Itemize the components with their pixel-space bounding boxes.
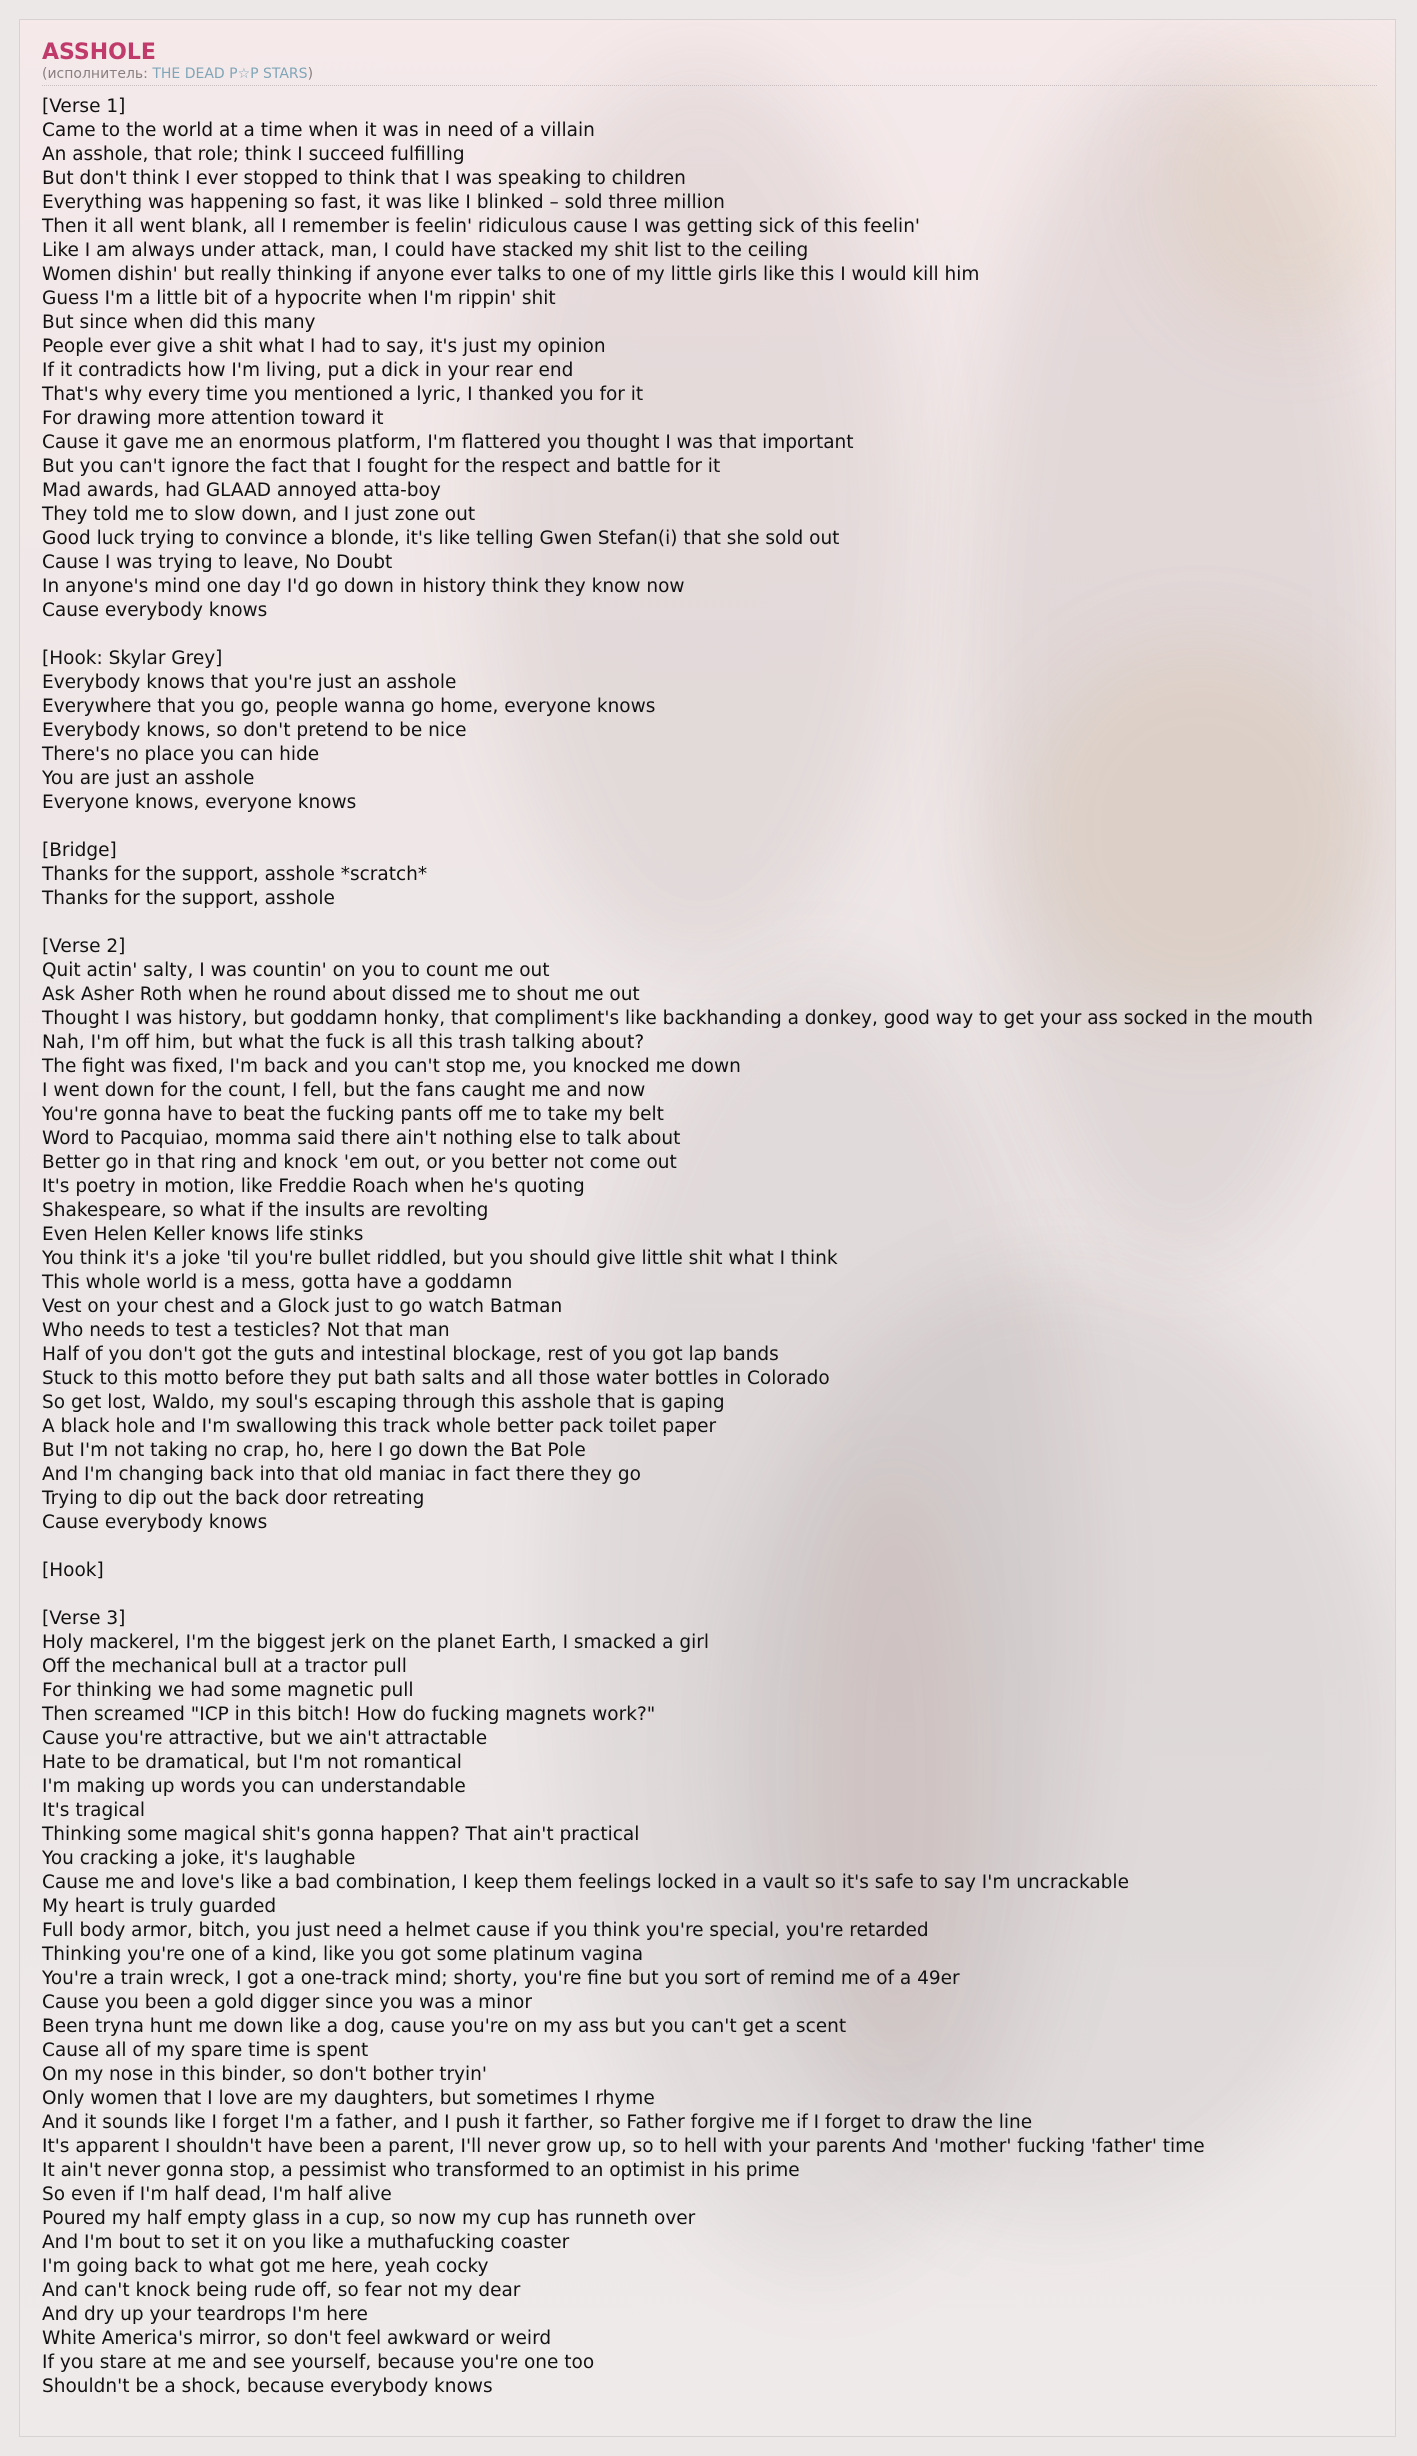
lyrics-line: Mad awards, had GLAAD annoyed atta-boy xyxy=(42,480,441,501)
lyrics-line: [Verse 3] xyxy=(42,1608,126,1629)
lyrics-line: Shouldn't be a shock, because everybody knows xyxy=(42,2376,493,2397)
lyrics-line: You're gonna have to beat the fucking pants off me to take my belt xyxy=(42,1104,664,1125)
lyrics-line: Cause I was trying to leave, No Doubt xyxy=(42,552,393,573)
lyrics-line: You cracking a joke, it's laughable xyxy=(42,1848,356,1869)
lyrics-line: Only women that I love are my daughters, but sometimes I rhyme xyxy=(42,2088,655,2109)
lyrics-line: And I'm bout to set it on you like a muthafucking coaster xyxy=(42,2232,570,2253)
lyrics-line: Hate to be dramatical, but I'm not romantical xyxy=(42,1752,462,1773)
lyrics-line: White America's mirror, so don't feel awkward or weird xyxy=(42,2328,552,2349)
lyrics-line: Good luck trying to convince a blonde, it's like telling Gwen Stefan(i) that she sold out xyxy=(42,528,840,549)
lyrics-line: I went down for the count, I fell, but the fans caught me and now xyxy=(42,1080,646,1101)
lyrics-line: And I'm changing back into that old maniac in fact there they go xyxy=(42,1464,641,1485)
lyrics-line: Off the mechanical bull at a tractor pull xyxy=(42,1656,407,1677)
lyrics-line: I'm making up words you can understandable xyxy=(42,1776,466,1797)
lyrics-line: Everyone knows, everyone knows xyxy=(42,792,357,813)
lyrics-line: A black hole and I'm swallowing this track whole better pack toilet paper xyxy=(42,1416,717,1437)
lyrics-line: Who needs to test a testicles? Not that man xyxy=(42,1320,450,1341)
lyrics-text xyxy=(42,95,1392,2399)
lyrics-line: [Hook] xyxy=(42,1560,104,1581)
lyrics-blank-line xyxy=(42,623,1392,647)
lyrics-blank-line xyxy=(42,1535,1392,1559)
lyrics-line: And it sounds like I forget I'm a father, and I push it farther, so Father forgive me if I forget to draw the line xyxy=(42,2112,1033,2133)
lyrics-line: Cause everybody knows xyxy=(42,1512,268,1533)
lyrics-line: Stuck to this motto before they put bath salts and all those water bottles in Colorado xyxy=(42,1368,830,1389)
lyrics-line: This whole world is a mess, gotta have a goddamn xyxy=(42,1272,513,1293)
lyrics-line: Cause all of my spare time is spent xyxy=(42,2040,369,2061)
lyrics-blank-line xyxy=(42,815,1392,839)
lyrics-line: Then screamed "ICP in this bitch! How do fucking magnets work?" xyxy=(42,1704,656,1725)
lyrics-line: There's no place you can hide xyxy=(42,744,320,765)
lyrics-line: But since when did this many xyxy=(42,312,316,333)
lyrics-blank-line xyxy=(42,1583,1392,1607)
lyrics-line: Cause you're attractive, but we ain't attractable xyxy=(42,1728,488,1749)
lyrics-line: People ever give a shit what I had to say, it's just my opinion xyxy=(42,336,606,357)
lyrics-line: Cause me and love's like a bad combination, I keep them feelings locked in a vault so it's safe to say I'm uncrackable xyxy=(42,1872,1129,1893)
lyrics-line: Women dishin' but really thinking if anyone ever talks to one of my little girls like this I would kill him xyxy=(42,264,980,285)
lyrics-line: Thinking you're one of a kind, like you got some platinum vagina xyxy=(42,1944,644,1965)
lyrics-line: For thinking we had some magnetic pull xyxy=(42,1680,414,1701)
lyrics-line: So get lost, Waldo, my soul's escaping through this asshole that is gaping xyxy=(42,1392,725,1413)
lyrics-line: [Verse 2] xyxy=(42,936,126,957)
lyrics-line: Cause it gave me an enormous platform, I'm flattered you thought I was that important xyxy=(42,432,854,453)
lyrics-line: Thanks for the support, asshole *scratch* xyxy=(42,864,428,885)
lyrics-line: [Verse 1] xyxy=(42,96,126,117)
lyrics-line: Like I am always under attack, man, I could have stacked my shit list to the ceiling xyxy=(42,240,809,261)
lyrics-line: But you can't ignore the fact that I fought for the respect and battle for it xyxy=(42,456,721,477)
lyrics-line: Quit actin' salty, I was countin' on you to count me out xyxy=(42,960,550,981)
lyrics-line: Thinking some magical shit's gonna happen? That ain't practical xyxy=(42,1824,640,1845)
lyrics-line: If you stare at me and see yourself, because you're one too xyxy=(42,2352,595,2373)
lyrics-line: Everywhere that you go, people wanna go home, everyone knows xyxy=(42,696,656,717)
lyrics-line: Shakespeare, so what if the insults are revolting xyxy=(42,1200,489,1221)
lyrics-line: But don't think I ever stopped to think that I was speaking to children xyxy=(42,168,686,189)
lyrics-line: Better go in that ring and knock 'em out, or you better not come out xyxy=(42,1152,677,1173)
lyrics-line: Even Helen Keller knows life stinks xyxy=(42,1224,364,1245)
lyrics-line: I'm going back to what got me here, yeah cocky xyxy=(42,2256,489,2277)
lyrics-line: It's poetry in motion, like Freddie Roach when he's quoting xyxy=(42,1176,585,1197)
lyrics-line: But I'm not taking no crap, ho, here I go down the Bat Pole xyxy=(42,1440,586,1461)
lyrics-line: [Hook: Skylar Grey] xyxy=(42,648,223,669)
lyrics-line: Trying to dip out the back door retreating xyxy=(42,1488,425,1509)
lyrics-line: My heart is truly guarded xyxy=(42,1896,277,1917)
lyrics-page xyxy=(19,19,1396,2437)
lyrics-line: Everybody knows, so don't pretend to be nice xyxy=(42,720,467,741)
lyrics-line: Word to Pacquiao, momma said there ain't nothing else to talk about xyxy=(42,1128,681,1149)
lyrics-line: That's why every time you mentioned a lyric, I thanked you for it xyxy=(42,384,644,405)
lyrics-line: So even if I'm half dead, I'm half alive xyxy=(42,2184,392,2205)
lyrics-line: The fight was fixed, I'm back and you can't stop me, you knocked me down xyxy=(42,1056,741,1077)
lyrics-line: Everything was happening so fast, it was like I blinked – sold three million xyxy=(42,192,725,213)
lyrics-blank-line xyxy=(42,911,1392,935)
lyrics-line: You are just an asshole xyxy=(42,768,255,789)
lyrics-line: Full body armor, bitch, you just need a helmet cause if you think you're special, you're retarded xyxy=(42,1920,929,1941)
performer-prefix: (исполнитель: xyxy=(42,66,153,82)
lyrics-line: Nah, I'm off him, but what the fuck is all this trash talking about? xyxy=(42,1032,645,1053)
lyrics-line: Poured my half empty glass in a cup, so now my cup has runneth over xyxy=(42,2208,696,2229)
lyrics-line: If it contradicts how I'm living, put a dick in your rear end xyxy=(42,360,574,381)
performer-line xyxy=(42,66,1377,86)
lyrics-line: An asshole, that role; think I succeed fulfilling xyxy=(42,144,465,165)
lyrics-line: It's tragical xyxy=(42,1800,146,1821)
lyrics-line: Cause you been a gold digger since you was a minor xyxy=(42,1992,532,2013)
performer-link[interactable]: THE DEAD P☆P STARS xyxy=(152,66,308,82)
lyrics-line: You think it's a joke 'til you're bullet riddled, but you should give little shit what I think xyxy=(42,1248,838,1269)
performer-suffix: ) xyxy=(307,66,314,82)
lyrics-line: You're a train wreck, I got a one-track mind; shorty, you're fine but you sort of remind me of a 49er xyxy=(42,1968,960,1989)
lyrics-line: And can't knock being rude off, so fear not my dear xyxy=(42,2280,521,2301)
lyrics-line: Guess I'm a little bit of a hypocrite when I'm rippin' shit xyxy=(42,288,556,309)
lyrics-line: Came to the world at a time when it was in need of a villain xyxy=(42,120,595,141)
lyrics-line: For drawing more attention toward it xyxy=(42,408,384,429)
lyrics-line: They told me to slow down, and I just zone out xyxy=(42,504,476,525)
lyrics-content xyxy=(42,40,1392,2399)
lyrics-line: It ain't never gonna stop, a pessimist who transformed to an optimist in his prime xyxy=(42,2160,800,2181)
lyrics-line: [Bridge] xyxy=(42,840,117,861)
lyrics-line: Been tryna hunt me down like a dog, cause you're on my ass but you can't get a scent xyxy=(42,2016,847,2037)
lyrics-line: On my nose in this binder, so don't bother tryin' xyxy=(42,2064,487,2085)
lyrics-line: Holy mackerel, I'm the biggest jerk on the planet Earth, I smacked a girl xyxy=(42,1632,709,1653)
lyrics-line: In anyone's mind one day I'd go down in history think they know now xyxy=(42,576,685,597)
lyrics-line: Cause everybody knows xyxy=(42,600,268,621)
lyrics-line: Ask Asher Roth when he round about dissed me to shout me out xyxy=(42,984,640,1005)
lyrics-line: Thought I was history, but goddamn honky, that compliment's like backhanding a donkey, good way to get your ass socked in the mouth xyxy=(42,1008,1313,1029)
lyrics-line: Thanks for the support, asshole xyxy=(42,888,335,909)
lyrics-line: And dry up your teardrops I'm here xyxy=(42,2304,368,2325)
lyrics-line: Everybody knows that you're just an asshole xyxy=(42,672,457,693)
lyrics-line: Then it all went blank, all I remember is feelin' ridiculous cause I was getting sick of this feelin' xyxy=(42,216,921,237)
lyrics-line: Vest on your chest and a Glock just to go watch Batman xyxy=(42,1296,563,1317)
lyrics-line: It's apparent I shouldn't have been a parent, I'll never grow up, so to hell with your parents And 'mother' fucking 'father' time xyxy=(42,2136,1205,2157)
lyrics-line: Half of you don't got the guts and intestinal blockage, rest of you got lap bands xyxy=(42,1344,779,1365)
song-title: ASSHOLE xyxy=(42,40,156,65)
